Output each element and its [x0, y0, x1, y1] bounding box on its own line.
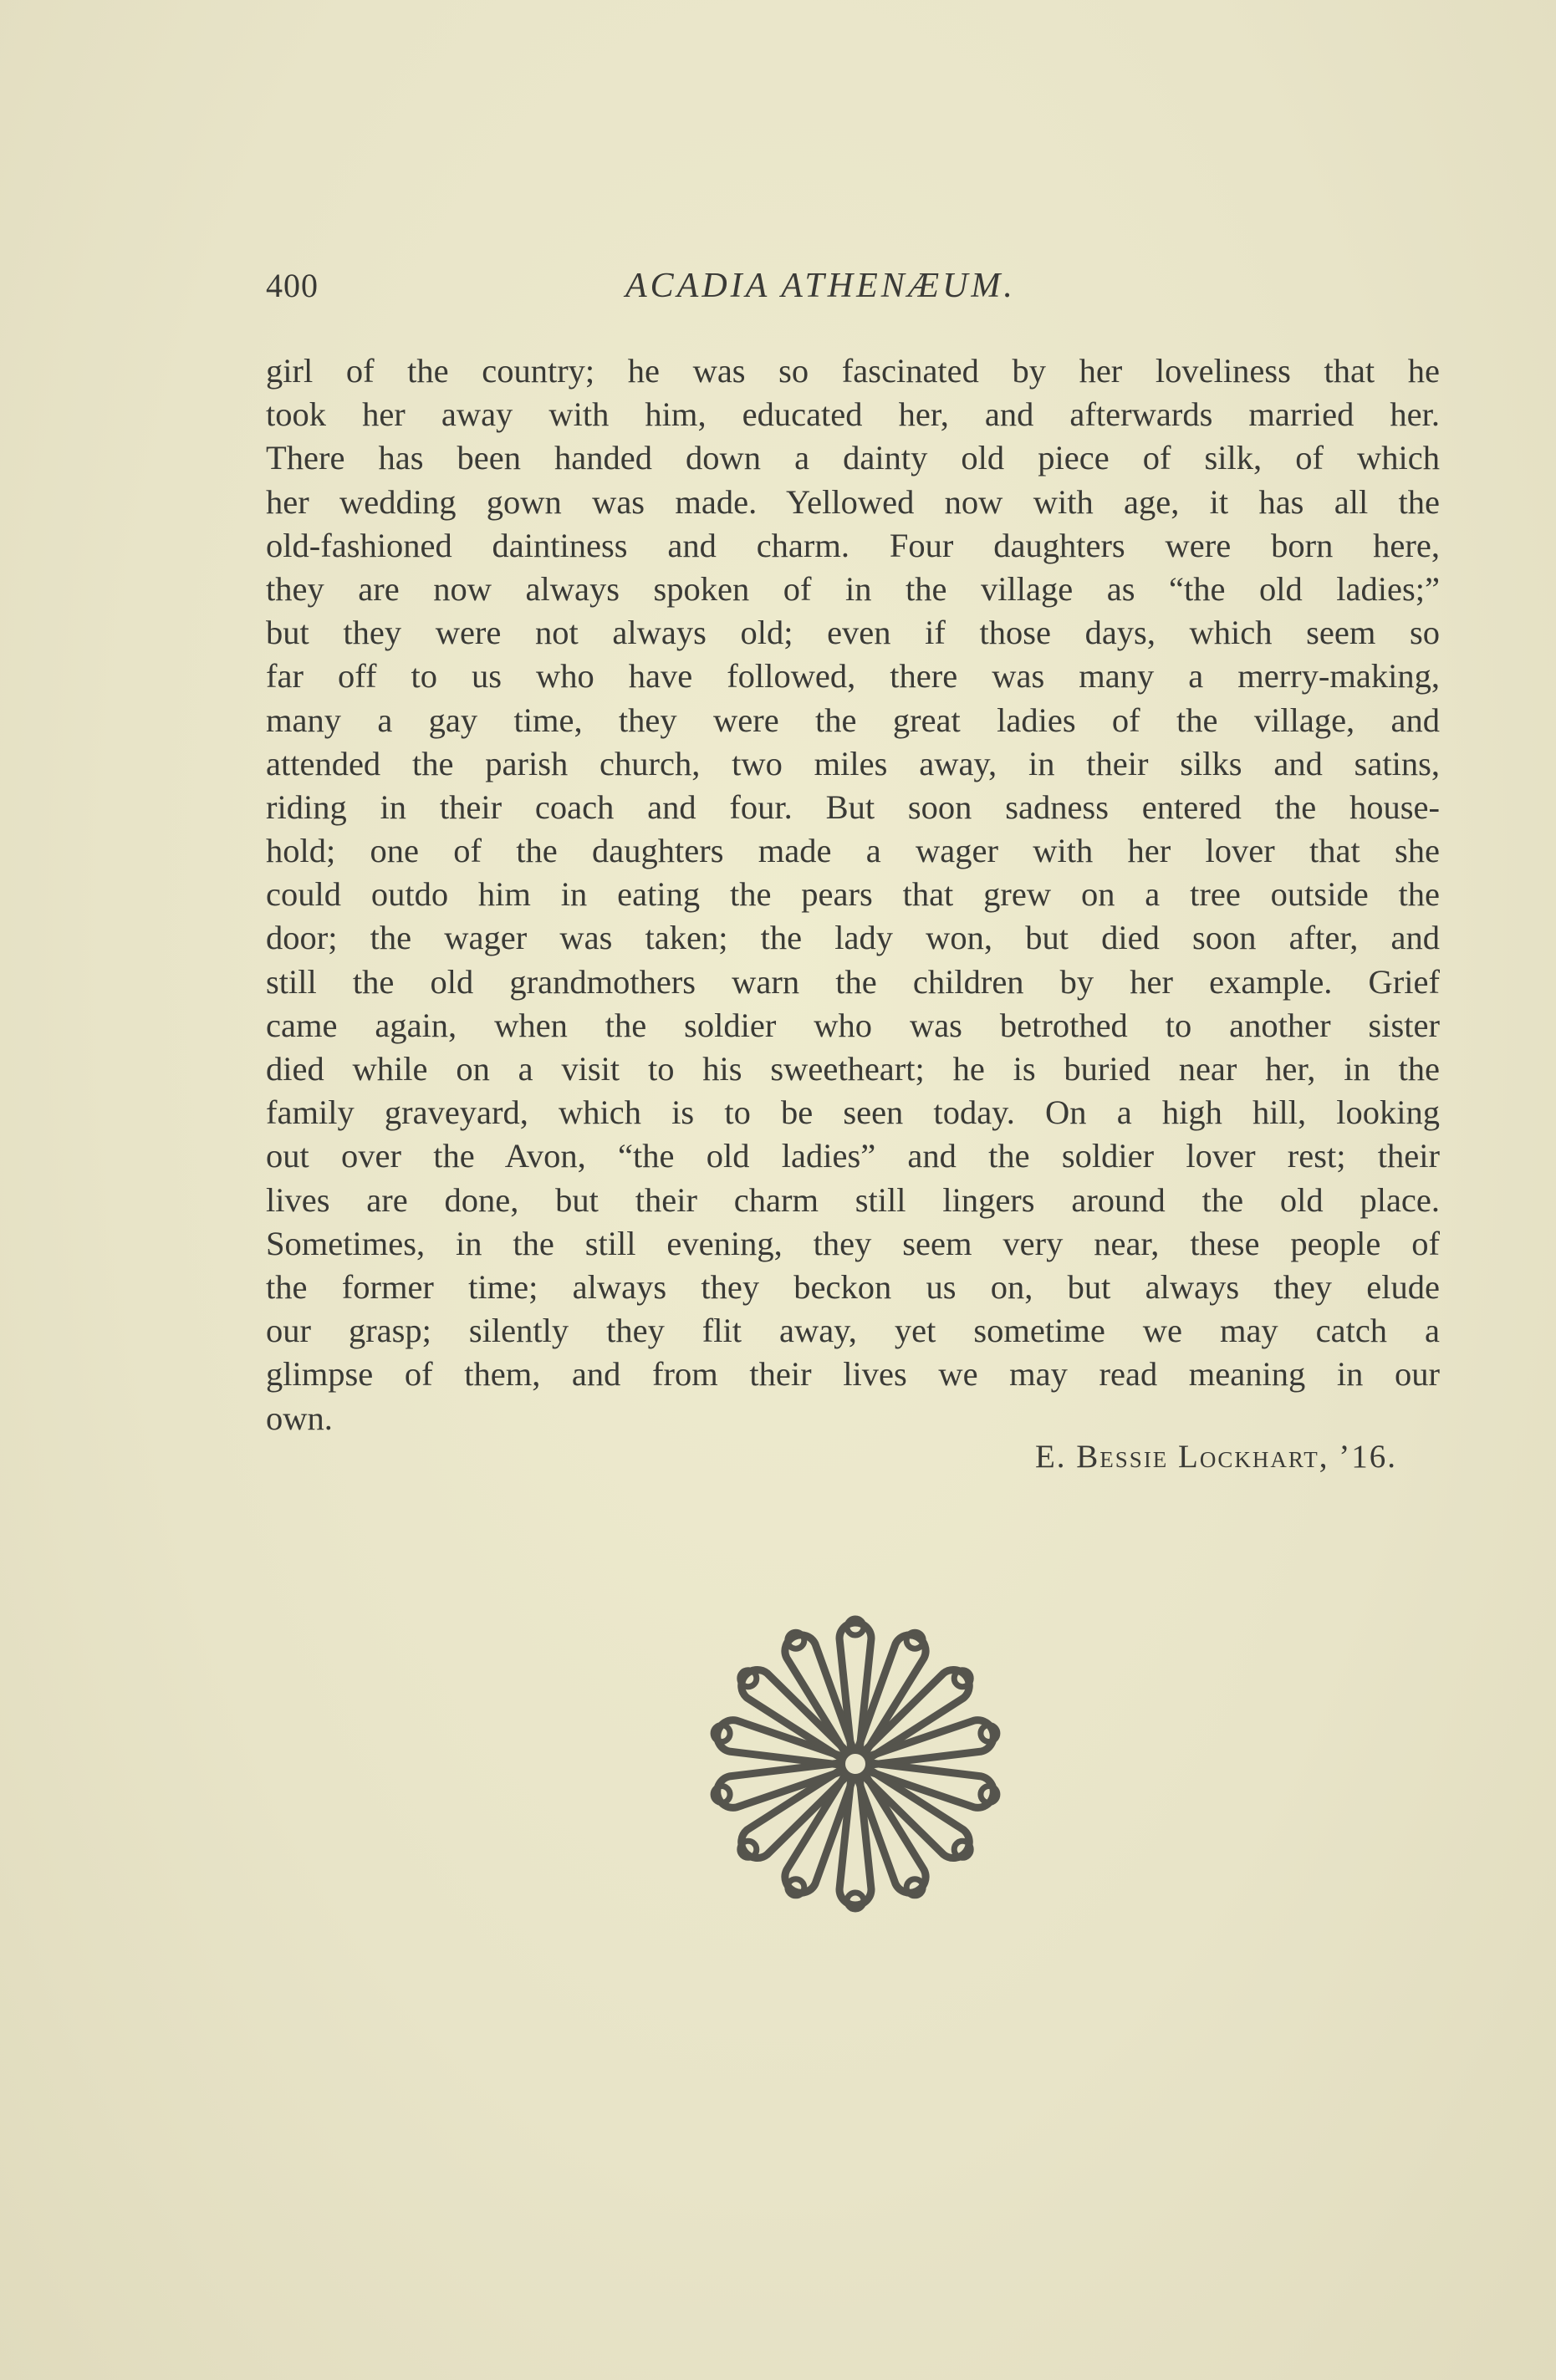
- running-head: [266, 266, 1436, 316]
- rosette-knob: [981, 1725, 997, 1742]
- text-line: could outdo him in eating the pears that grew on a tree outside the: [266, 875, 1440, 914]
- text-line: family graveyard, which is to be seen today. On a high hill, looking: [266, 1093, 1440, 1132]
- page-number: 400: [266, 267, 319, 304]
- rosette-knob: [740, 1841, 757, 1858]
- text-line: girl of the country; he was so fascinated by her loveliness that he: [266, 352, 1440, 390]
- text-line: our grasp; silently they flit away, yet sometime we may catch a: [266, 1312, 1440, 1350]
- text-line: riding in their coach and four. But soon sadness entered the house-: [266, 787, 1440, 826]
- text-line: but they were not always old; even if those days, which seem so: [266, 614, 1440, 652]
- rosette-knob: [713, 1786, 730, 1803]
- text-line: her wedding gown was made. Yellowed now with age, it has all the: [266, 482, 1440, 521]
- rosette-knob: [713, 1725, 730, 1742]
- rosette-knob: [788, 1879, 804, 1896]
- text-line-last: own.: [266, 1399, 333, 1437]
- rosette-ornament-icon: [701, 1609, 1010, 1919]
- article-body: [266, 349, 1440, 1440]
- text-line: took her away with him, educated her, and afterwards married her.: [266, 395, 1440, 434]
- text-line: There has been handed down a dainty old piece of silk, of which: [266, 439, 1440, 477]
- text-line: out over the Avon, “the old ladies” and the soldier lover rest; their: [266, 1137, 1440, 1175]
- text-line: died while on a visit to his sweetheart; he is buried near her, in the: [266, 1050, 1440, 1088]
- text-line: Sometimes, in the still evening, they seem very near, these people of: [266, 1224, 1440, 1262]
- text-line: they are now always spoken of in the village as “the old ladies;”: [266, 569, 1440, 608]
- text-line: the former time; always they beckon us on, but always they elude: [266, 1267, 1440, 1306]
- rosette-hub: [842, 1751, 869, 1777]
- text-line: door; the wager was taken; the lady won, but died soon after, and: [266, 919, 1440, 957]
- text-line: old-fashioned daintiness and charm. Four daughters were born here,: [266, 526, 1440, 564]
- author-signature: E. Bessie Lockhart, ’16.: [1034, 1439, 1397, 1475]
- rosette-knob: [740, 1670, 757, 1687]
- text-line: attended the parish church, two miles away, in their silks and satins,: [266, 744, 1440, 782]
- journal-title: ACADIA ATHENÆUM.: [625, 267, 1016, 305]
- rosette-knob: [847, 1618, 864, 1635]
- text-line: still the old grandmothers warn the children by her example. Grief: [266, 962, 1440, 1001]
- text-line: far off to us who have followed, there was many a merry-making,: [266, 657, 1440, 696]
- text-line: glimpse of them, and from their lives we may read meaning in our: [266, 1355, 1440, 1394]
- text-line: many a gay time, they were the great ladies of the village, and: [266, 701, 1440, 739]
- rosette-knob: [954, 1670, 971, 1687]
- rosette-knob: [847, 1893, 864, 1909]
- rosette-knob: [906, 1879, 923, 1896]
- text-line: hold; one of the daughters made a wager with her lover that she: [266, 832, 1440, 870]
- text-line: lives are done, but their charm still lingers around the old place.: [266, 1180, 1440, 1219]
- rosette-knob: [788, 1632, 804, 1649]
- rosette-knob: [906, 1632, 923, 1649]
- rosette-knob: [981, 1786, 997, 1803]
- text-line: came again, when the soldier who was betrothed to another sister: [266, 1006, 1440, 1044]
- rosette-knob: [954, 1841, 971, 1858]
